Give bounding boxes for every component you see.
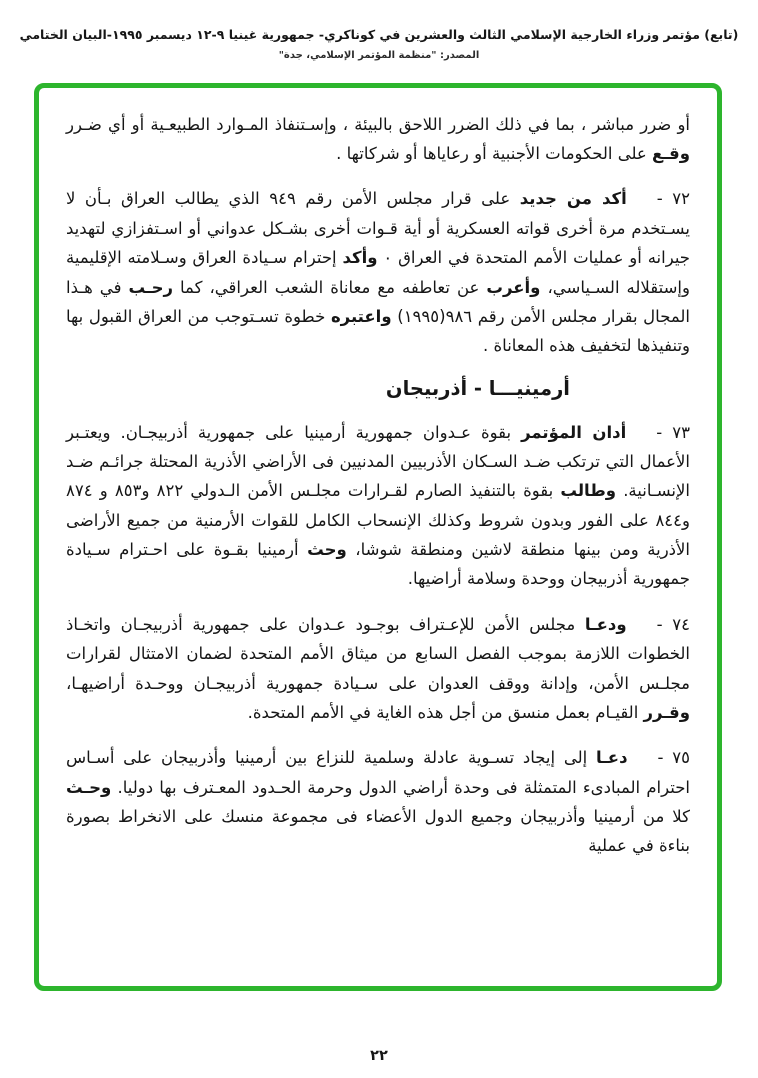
text-run: كلا من أرمينيا وأذربيجان وجميع الدول الأعضاء فى مجموعة منسك على الانخراط بصورة بناءة في عملية (66, 806, 690, 856)
bold-phrase: وأعرب (486, 277, 541, 297)
bold-phrase: وحـث (66, 777, 112, 797)
bold-phrase: دعـا (595, 748, 628, 768)
bold-phrase: أدان المؤتمر (521, 422, 627, 442)
paragraph-75 (66, 743, 690, 860)
paragraph-text (66, 189, 690, 355)
paragraph-74 (66, 610, 690, 727)
bold-phrase: وحث (307, 540, 347, 560)
bold-phrase: وأكد (342, 248, 378, 268)
text-run: بقوة بالتنفيذ الصارم لقـرارات مجلـس الأمن الـدولي ٨٢٢ و٨٥٣ و ٨٧٤ و٨٤٤ على الفور وبدون شروط وكذلك الإنسحاب الكامل للقوات الأرمنية من جميع الأراضى الأذرية ومن بينها منطقة لاشين ومنطقة شوشا، (66, 481, 691, 560)
paragraph-text (66, 115, 690, 163)
text-run: في هـذا المجال بقرار مجلس الأمن رقم ٩٨٦(١٩٩٥) (66, 277, 690, 326)
bold-phrase: ودعـا (584, 614, 627, 634)
paragraph-number: ٧٥ - (657, 748, 690, 768)
text-run: أو ضرر مباشر ، بما في ذلك الضرر اللاحق بالبيئة ، وإسـتنفاذ المـوارد الطبيعـية أو أي ضـرر (66, 114, 690, 134)
paragraph-continuation (66, 110, 690, 169)
header-title: (تابع) مؤتمر وزراء الخارجية الإسلامي الثالث والعشرين في كوناكري- جمهورية غينيا ٩-١٢ ديسمبر ١٩٩٥-البيان الختامي (19, 27, 739, 42)
paragraph-number: ٧٤ - (656, 614, 690, 634)
bold-phrase: أكد من جديد (519, 189, 627, 209)
bold-phrase: وقـرر (643, 702, 690, 722)
paragraph-text (66, 748, 690, 855)
text-run: أرمينيا بقـوة على احـترام سـيادة جمهورية أذربيجان ووحدة وسلامة أراضيها. (66, 540, 690, 589)
text-run: على قرار مجلس الأمن رقم ٩٤٩ الذي يطالب العراق بـأن لا يسـتخدم مرة أخرى قواته العسكرية أو أية قـوات أخرى بشـكل عدواني أو اسـتفزازي لتهديد جيرانه أو عمليات الأمم المتحدة في العراق ٠ (66, 189, 691, 268)
text-run: القيـام بعمل منسق من أجل هذه الغاية في الأمم المتحدة. (247, 702, 644, 722)
bold-phrase: واعتبره (330, 306, 392, 326)
page-footer (0, 1048, 758, 1064)
paragraph-text (66, 423, 690, 589)
bold-phrase: وقـع (652, 144, 690, 164)
bold-phrase: وطالب (560, 481, 617, 501)
header-source: المصدر: "منظمة المؤتمر الإسلامي، جدة" (278, 49, 480, 61)
paragraph-text (66, 615, 690, 722)
text-run: عن تعاطفه مع معاناة الشعب العراقي، كما (172, 277, 487, 297)
text-run: على الحكومات الأجنبية أو رعاياها أو شركاتها . (336, 144, 653, 164)
text-run: بقوة عـدوان جمهورية أرمينيا على جمهورية أذربيجـان. ويعتـبر الأعمال التي ترتكب ضـد السـكان الأذربيين المدنيين فى الأراضي الأذرية المحتلة جرائـم ضـد الإنسـانية. (66, 422, 691, 501)
section-heading-armenia-azerbaijan: أرمينيـــا - أذربيجان (385, 376, 570, 400)
paragraph-73 (66, 418, 690, 594)
text-run: إلى إيجاد تسـوية عادلة وسلمية للنزاع بين أرمينيا وأذربيجان على أسـاس احترام المبادىء المتمثلة فى وحدة أراضي الدول وحرمة الحـدود المعـترف بها دوليا. (66, 748, 690, 797)
paragraph-72 (66, 184, 690, 360)
bold-phrase: رحـب (128, 277, 173, 297)
content-frame (34, 83, 722, 991)
text-run: إحترام سـيادة العراق وسـلامته الإقليمية وإستقلاله السـياسي، (66, 248, 690, 297)
paragraph-number: ٧٢ - (656, 189, 691, 209)
text-run: خطوة تسـتوجب من العراق القبول بها وتنفيذها لتخفيف هذه المعاناة . (66, 306, 690, 356)
page-number: ٢٢ (370, 1048, 388, 1064)
text-run: مجلس الأمن للإعـتراف بوجـود عـدوان على جمهورية أذربيجـان واتخـاذ الخطوات اللازمة بموجب الفصل السابع من ميثاق الأمم المتحدة لضمان الامتثال لقرارات مجلـس الأمن، وإدانة ووقف العدوان على سـيادة جمهورية أذربيجـان ووحـدة أراضيهـا، (66, 614, 690, 693)
paragraph-number: ٧٣ - (656, 422, 690, 442)
page-header (0, 0, 758, 61)
